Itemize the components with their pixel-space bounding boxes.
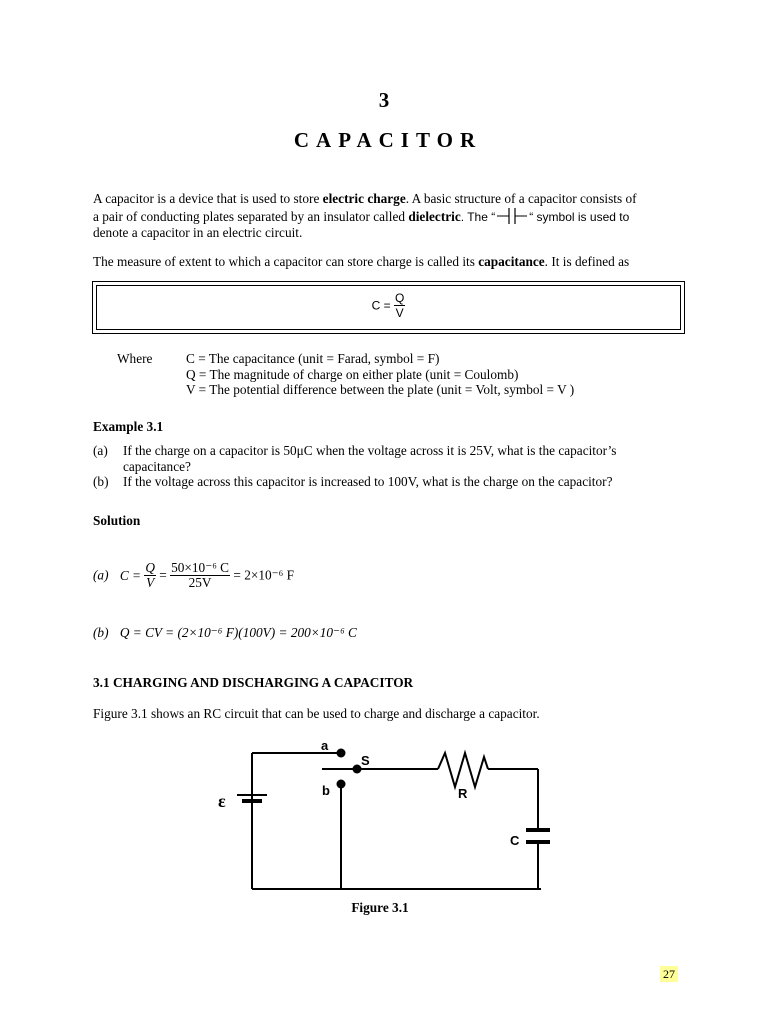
solution-heading: Solution [93, 513, 141, 528]
label-s: S [361, 753, 370, 768]
intro-line-3: denote a capacitor in an electric circuit. [93, 225, 303, 240]
intro-line-2: a pair of conducting plates separated by an insulator called dielectric. The “ “ symbol is used to [93, 209, 630, 224]
label-emf: ε [218, 791, 226, 811]
rc-circuit-diagram [200, 735, 570, 900]
section-text: Figure 3.1 shows an RC circuit that can be used to charge and discharge a capacitor. [93, 706, 540, 721]
where-item: Q = The magnitude of charge on either plate (unit = Coulomb) [186, 366, 519, 382]
page-number: 27 [660, 966, 678, 982]
example-heading: Example 3.1 [93, 419, 164, 434]
formula-box [92, 281, 685, 334]
capacitance-formula: C = $\frac{Q}{V}$ [371, 291, 405, 320]
resistor-icon [438, 753, 488, 787]
terminal-b-icon [337, 780, 346, 789]
intro-paragraph [93, 191, 683, 241]
where-list [186, 351, 574, 398]
where-item: C = The capacitance (unit = Farad, symbol = F) [186, 351, 440, 366]
example-a-label: (a) [93, 443, 108, 458]
where-item: V = The potential difference between the plate (unit = Volt, symbol = V ) [186, 382, 575, 397]
example-b-label: (b) [93, 474, 109, 489]
figure-caption: Figure 3.1 [351, 900, 409, 915]
intro-line-1: A capacitor is a device that is used to store electric charge. A basic structure of a capacitor consists of [93, 191, 637, 206]
label-r: R [458, 786, 468, 801]
chapter-title: CAPACITOR [293, 128, 483, 152]
terminal-a-icon [337, 749, 346, 758]
capacitor-symbol-icon [495, 207, 529, 225]
solution-b: (b) Q = CV = (2×10⁻⁶ F)(100V) = 200×10⁻⁶ C [93, 625, 357, 640]
label-a: a [321, 738, 329, 753]
where-label: Where [117, 351, 153, 366]
capacitance-definition: The measure of extent to which a capacitor can store charge is called its capacitance. It is defined as [93, 254, 630, 269]
label-b: b [322, 783, 330, 798]
example-a-text: If the charge on a capacitor is 50μC when the voltage across it is 25V, what is the capacitor’s capacitance? [123, 443, 617, 474]
solution-a: (a) C = $\frac{Q}{V}$ = $\frac{\text{50×10⁻⁶ C}}{25V}$ = 2×10⁻⁶ F [93, 560, 295, 590]
label-c: C [510, 833, 520, 848]
capacitor-icon [526, 828, 550, 844]
example-b-text: If the voltage across this capacitor is increased to 100V, what is the charge on the capacitor? [123, 474, 613, 489]
chapter-number: 3 [378, 88, 390, 112]
section-heading: 3.1 CHARGING AND DISCHARGING A CAPACITOR [93, 675, 414, 690]
